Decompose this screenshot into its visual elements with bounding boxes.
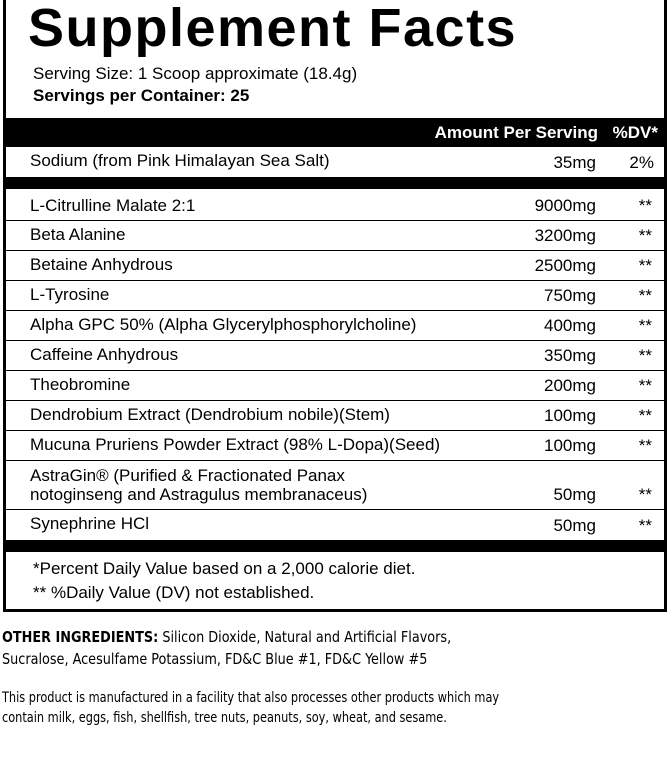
- nutrient-amount: 35mg: [553, 153, 596, 172]
- ingredient-amount: 750mg: [544, 286, 596, 305]
- ingredient-row: [6, 461, 664, 510]
- ingredient-name: Synephrine HCl: [30, 514, 150, 533]
- ingredient-name: Caffeine Anhydrous: [30, 345, 179, 364]
- divider-bar-thick: [6, 177, 664, 189]
- ingredient-row: [6, 221, 664, 251]
- ingredient-amount: 3200mg: [534, 226, 596, 245]
- ingredient-name: Dendrobium Extract (Dendrobium nobile)(Stem): [30, 405, 390, 424]
- ingredient-name: Beta Alanine: [30, 225, 126, 244]
- ingredient-amount: 50mg: [553, 485, 596, 504]
- footnote-percent-dv: *Percent Daily Value based on a 2,000 calorie diet.: [33, 559, 416, 578]
- other-ingredients: [2, 626, 617, 670]
- ingredient-row: [6, 341, 664, 371]
- ingredient-row: [6, 281, 664, 311]
- ingredient-name-line1: AstraGin® (Purified & Fractionated Panax: [30, 466, 345, 485]
- ingredient-name: Alpha GPC 50% (Alpha Glycerylphosphorylcholine): [30, 315, 417, 334]
- panel-title: Supplement Facts: [28, 0, 518, 58]
- ingredient-amount: 2500mg: [534, 256, 596, 275]
- ingredient-name: L-Citrulline Malate 2:1: [30, 196, 196, 215]
- ingredient-amount: 100mg: [544, 406, 596, 425]
- allergen-line2: contain milk, eggs, fish, shellfish, tree nuts, peanuts, soy, wheat, and sesame.: [2, 710, 447, 726]
- ingredient-row: [6, 510, 664, 540]
- allergen-line1: This product is manufactured in a facility that also processes other products which may: [2, 690, 500, 706]
- column-header-bar: [6, 120, 664, 147]
- amount-per-serving-header: Amount Per Serving: [434, 123, 598, 142]
- ingredient-dv: **: [638, 516, 652, 535]
- servings-per-container: Servings per Container: 25: [33, 86, 250, 105]
- ingredient-name-line2: notoginseng and Astragulus membranaceus): [30, 485, 368, 504]
- ingredient-row: [6, 311, 664, 341]
- ingredient-amount: 350mg: [544, 346, 596, 365]
- footnote-dv-not-established: ** %Daily Value (DV) not established.: [33, 583, 315, 602]
- ingredient-amount: 200mg: [544, 376, 596, 395]
- ingredient-dv: **: [638, 226, 652, 245]
- ingredient-amount: 400mg: [544, 316, 596, 335]
- nutrient-name: Sodium (from Pink Himalayan Sea Salt): [30, 151, 330, 170]
- allergen-statement: [2, 688, 499, 728]
- ingredient-row: [6, 401, 664, 431]
- other-ingredients-line2: Sucralose, Acesulfame Potassium, FD&C Blue #1, FD&C Yellow #5: [2, 650, 428, 668]
- ingredient-name: L-Tyrosine: [30, 285, 110, 304]
- ingredient-dv: **: [638, 286, 652, 305]
- ingredient-name: Theobromine: [30, 375, 131, 394]
- dv-header: %DV*: [612, 123, 658, 142]
- divider-bar-thick: [6, 540, 664, 552]
- ingredient-amount: 50mg: [553, 516, 596, 535]
- ingredient-name: Betaine Anhydrous: [30, 255, 173, 274]
- other-ingredients-line1: Silicon Dioxide, Natural and Artificial Flavors,: [162, 628, 452, 646]
- ingredient-amount: 9000mg: [534, 196, 596, 215]
- ingredient-dv: **: [638, 406, 652, 425]
- ingredient-dv: **: [638, 316, 652, 335]
- ingredient-dv: **: [638, 436, 652, 455]
- ingredient-dv: **: [638, 346, 652, 365]
- ingredient-row: [6, 251, 664, 281]
- other-ingredients-label: OTHER INGREDIENTS:: [2, 628, 159, 646]
- nutrient-row-sodium: [6, 147, 664, 177]
- ingredient-amount: 100mg: [544, 436, 596, 455]
- ingredient-dv: **: [638, 256, 652, 275]
- ingredient-name: Mucuna Pruriens Powder Extract (98% L-Dopa)(Seed): [30, 435, 441, 454]
- ingredient-row: [6, 431, 664, 461]
- serving-size: Serving Size: 1 Scoop approximate (18.4g): [33, 64, 358, 83]
- supplement-facts-panel: [3, 0, 667, 612]
- ingredient-row: [6, 371, 664, 401]
- ingredient-dv: **: [638, 376, 652, 395]
- ingredient-dv: **: [638, 196, 652, 215]
- ingredient-row: [6, 189, 664, 221]
- nutrient-dv: 2%: [629, 153, 654, 172]
- ingredient-dv: **: [638, 485, 652, 504]
